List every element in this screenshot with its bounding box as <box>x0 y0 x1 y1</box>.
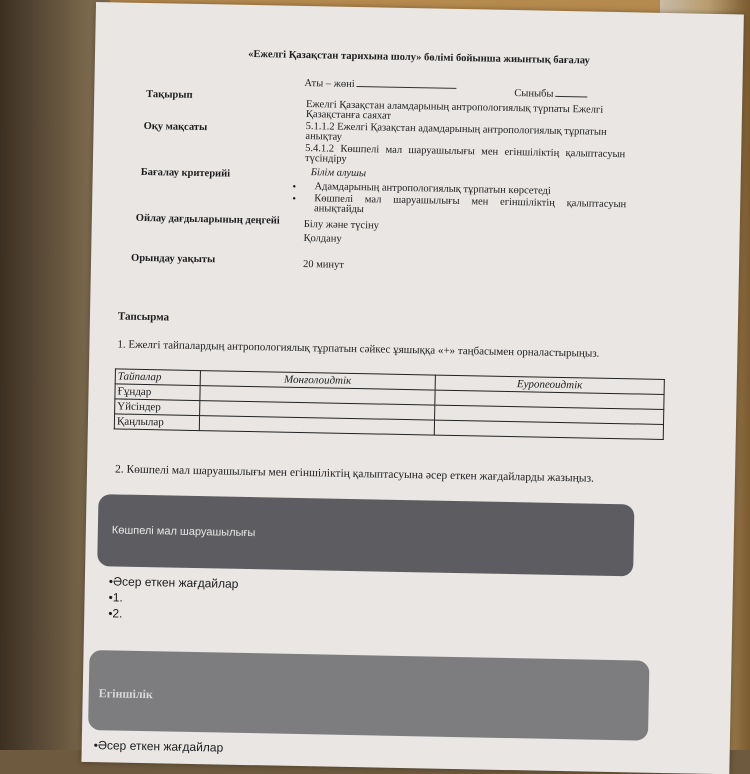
name-label: Аты – жөні <box>304 78 355 90</box>
criteria-2: Көшпелі мал шаруашылығы мен егіншіліктің қалыптасуын анықтайды <box>313 193 627 216</box>
time-label: Орындау уақыты <box>130 252 216 266</box>
thinking-2: Қолдану <box>303 233 342 245</box>
question-1: 1. Ежелгі тайпалардың антропологиялық тұрпатын сәйкес ұяшыққа «+» таңбасымен орналастырыңыз. <box>117 338 600 360</box>
objective-1: 5.1.1.2 Ежелгі Қазақстан адамдарының антропологиялық тұрпатын анықтау <box>305 121 607 143</box>
tribes-table <box>114 368 665 440</box>
agriculture-box <box>88 650 649 741</box>
class-underline <box>555 96 587 98</box>
name-field[interactable] <box>304 78 456 92</box>
table-cell-answer[interactable] <box>199 416 434 436</box>
thinking-1: Білу және түсіну <box>303 219 380 232</box>
table-header: Еуропеоидтік <box>435 375 664 394</box>
factor-item-1[interactable]: •1. <box>108 590 123 605</box>
table-cell-answer[interactable] <box>434 420 663 439</box>
objective-label: Оқу мақсаты <box>143 120 208 134</box>
thinking-label: Ойлау дағдыларының деңгейі <box>135 212 280 227</box>
task-heading: Тапсырма <box>117 310 170 324</box>
criteria-bullet-2: • <box>292 193 297 205</box>
paper-sheet <box>81 2 743 774</box>
document-title: «Ежелгі Қазақстан тарихына шолу» бөлімі бойынша жиынтық бағалау <box>248 48 590 67</box>
factor-item-2[interactable]: •2. <box>108 606 123 621</box>
table-header: Тайпалар <box>115 369 200 386</box>
factors-label-2: •Әсер еткен жағдайлар <box>93 738 224 755</box>
topic-label: Тақырып <box>146 88 193 101</box>
agriculture-box-title: Егіншілік <box>98 686 154 702</box>
table-cell-tribe: Қаңлылар <box>114 414 199 431</box>
class-field[interactable] <box>514 88 587 100</box>
table-cell-tribe: Ғұндар <box>115 384 200 401</box>
nomadic-box <box>97 494 634 576</box>
learner-label: Білім алушы <box>310 167 367 180</box>
table-cell-tribe: Үйсіндер <box>115 399 200 416</box>
nomadic-box-title: Көшпелі мал шаруашылығы <box>111 524 256 540</box>
criteria-1: Адамдарының антропологиялық тұрпатын көрсетеді <box>314 181 551 197</box>
table-header: Монғолоидтік <box>200 371 435 391</box>
criteria-label: Бағалау критерийі <box>140 166 231 180</box>
factors-label: •Әсер еткен жағдайлар <box>108 574 239 591</box>
name-underline <box>357 86 457 89</box>
topic-value: Ежелгі Қазақстан аламдарының антропологиялық түрпаты Ежелгі Қазақстанға саяхат <box>305 99 604 122</box>
class-label: Сыныбы <box>514 88 554 100</box>
time-value: 20 минут <box>302 259 344 271</box>
objective-2: 5.4.1.2 Көшпелі мал шаруашылығы мен егіншіліктің қалыптасуын түсіндіру <box>304 143 626 165</box>
question-2: 2. Көшпелі мал шаруашылығы мен егіншіліктің қалыптасуына әсер еткен жағдайларды жазыңыз. <box>114 463 595 485</box>
criteria-bullet-1: • <box>292 181 297 193</box>
